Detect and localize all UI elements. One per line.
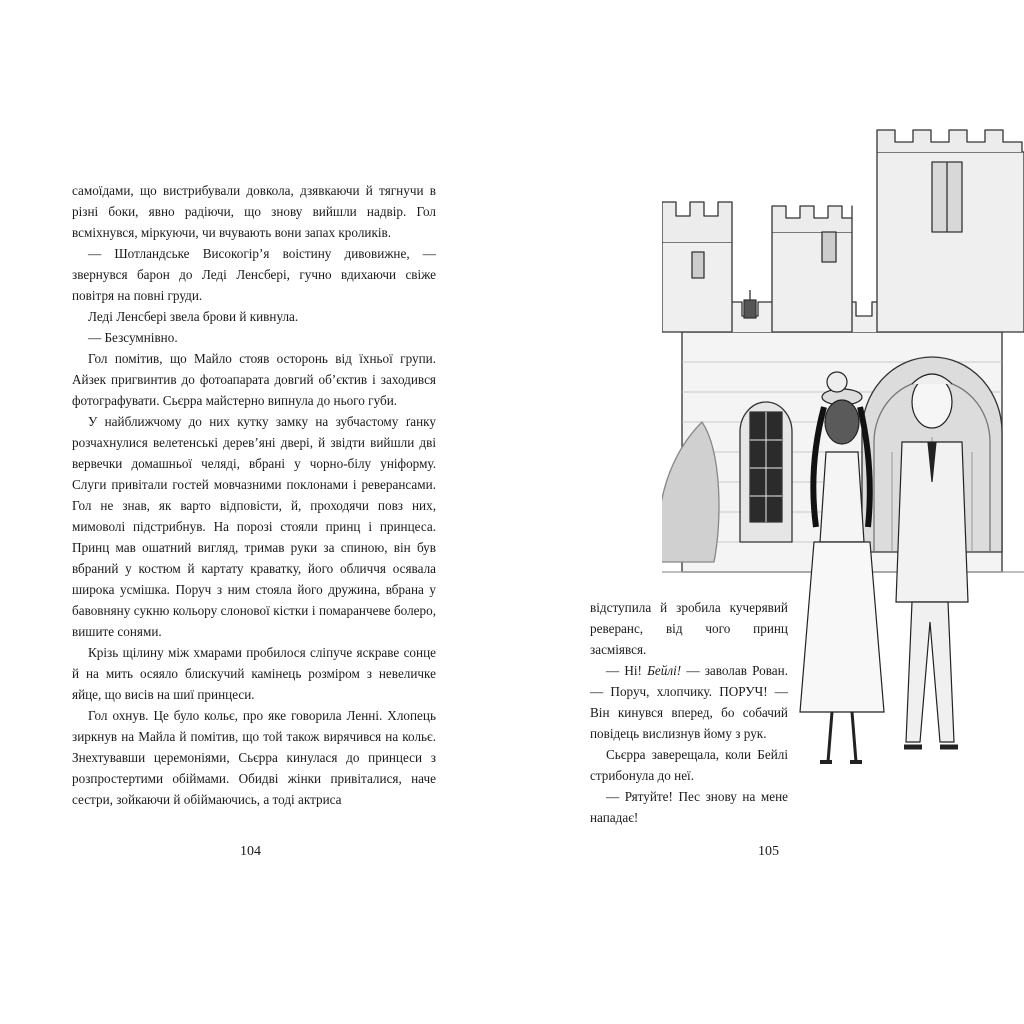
paragraph: — Рятуйте! Пес знову на мене нападає! [590, 789, 788, 825]
paragraph: Гол охнув. Це було кольє, про яке говорила Ленні. Хлопець зиркнув на Майла й помітив, що той також вирячився на кольє. Знехтувавши церемоніями, Сьєрра кинулася до принцеси з розпростертими обіймами. Обидві жінки привіталися, наче сестри, зойкаючи й обіймаючись, а тоді актриса [72, 708, 436, 807]
paragraph: відступила й зробила кучерявий реверанс, від чого принц засміявся. [590, 600, 788, 657]
left-page-text [72, 180, 436, 810]
paragraph-with-italic [590, 660, 788, 744]
dialogue-start: — Ні! [606, 663, 648, 678]
paragraph: — Шотландське Високогір’я воістину дивовижне, — звернувся барон до Леді Ленсбері, гучно вдихаючи свіже повітря на повні груди. [72, 246, 436, 303]
paragraph: — Безсумнівно. [88, 330, 178, 345]
paragraph: Сьєрра заверещала, коли Бейлі стрибонула до неї. [590, 747, 788, 783]
right-page-text [590, 597, 788, 828]
right-page [512, 0, 1024, 1024]
paragraph: Гол помітив, що Майло стояв осторонь від їхньої групи. Айзек пригвинтив до фотоапарата довгий об’єктив і заходився фотографувати. Сьєрра майстерно випнула до нього губи. [72, 351, 436, 408]
dialogue-rest: — заволав Рован. — Поруч, хлопчику. ПОРУЧ! — Він кинувся вперед, бо собачий повідець вислизнув йому з рук. [590, 663, 788, 741]
page-number: 105 [758, 844, 779, 859]
page-number: 104 [240, 844, 261, 859]
paragraph: У найближчому до них кутку замку на зубчастому ґанку розчахнулися велетенські дерев’яні двері, й звідти вийшли дві вервечки домашньої челяді, вбрані у чорно-білу уніформу. Слуги привітали гостей мовчазними поклонами і реверансами. Гол не знав, як варто відповісти, й, проходячи повз них, мимоволі підстрибнув. На порозі стояли принц і принцеса. Принц мав ошатний вигляд, тримав руки за спиною, він був вбраний у костюм й картату краватку, його обличчя осявала широка усмішка. Поруч з ним стояла його дружина, вбрана у бавовняну сукню кольору слонової кістки і помаранчеве болеро, вишите сонями. [72, 414, 436, 639]
paragraph: Крізь щілину між хмарами пробилося сліпуче яскраве сонце й на мить осяяло блискучий камінець розміром з невеличке яйце, що висів на шиї принцеси. [72, 645, 436, 702]
italic-name: Бейлі! [647, 663, 682, 678]
paragraph: самоїдами, що вистрибували довкола, дзявкаючи й тягнучи в різні боки, явно радіючи, що знову вийшли надвір. Гол всміхнувся, міркуючи, чи вчувають вони запах кроликів. [72, 183, 436, 240]
paragraph: Леді Ленсбері звела брови й кивнула. [88, 309, 299, 324]
